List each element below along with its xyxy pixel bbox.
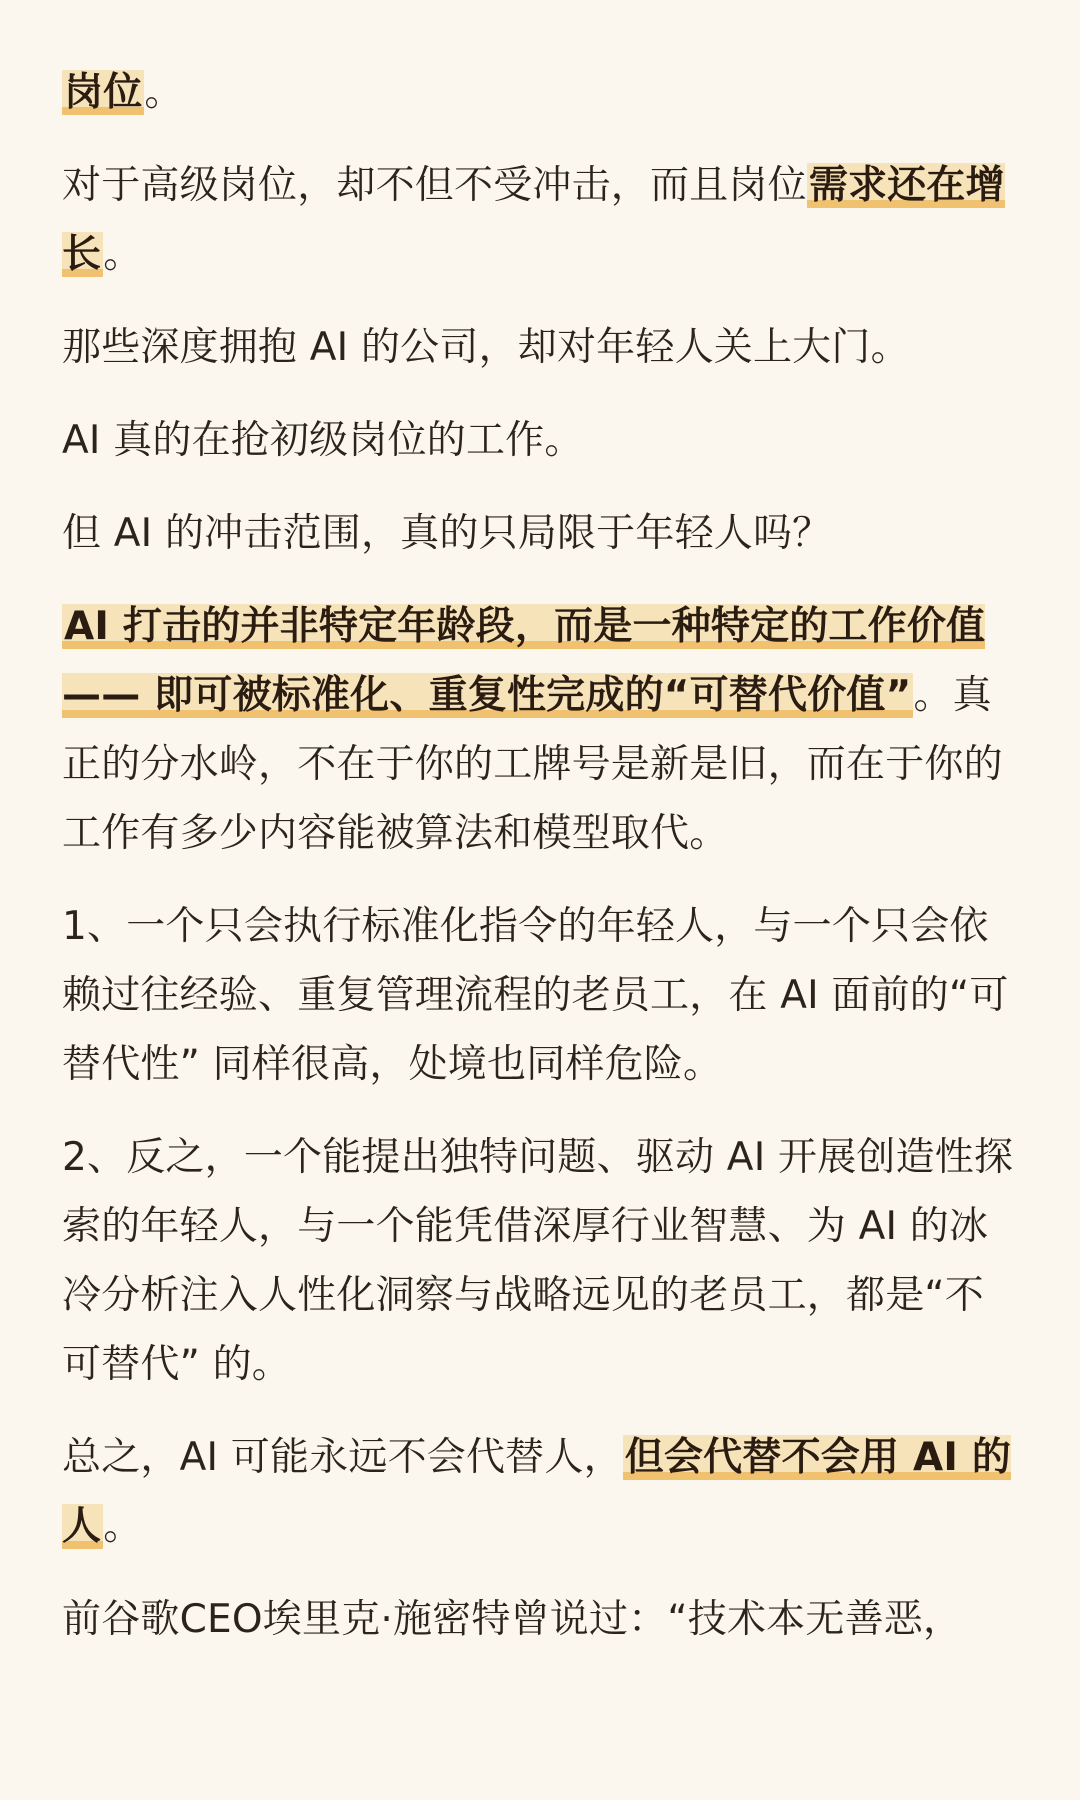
paragraph-2 [62,151,1018,289]
paragraph-6 [62,592,1018,868]
paragraph-7 [62,892,1018,1099]
paragraph-10 [62,1585,1018,1654]
highlighted-text: AI 打击的并非特定年龄段，而是一种特定的工作价值—— 即可被标准化、重复性完成的“可替代价值” [62,604,986,718]
paragraph-text: 对于高级岗位，却不但不受冲击，而且岗位 [62,163,807,208]
highlighted-text: 岗位 [64,70,143,115]
paragraph-8 [62,1123,1018,1399]
paragraph-text: 。真正的分水岭，不在于你的工牌号是新是旧，而在于你的工作有多少内容能被算法和模型取代。 [62,673,1003,856]
paragraph-text: 但 AI 的冲击范围，真的只局限于年轻人吗？ [62,511,832,556]
highlighted-text: 需求还在增长 [62,163,1005,277]
paragraph-5 [62,499,1018,568]
paragraph-text: 2、反之，一个能提出独特问题、驱动 AI 开展创造性探索的年轻人，与一个能凭借深厚行业智慧、为 AI 的冰冷分析注入人性化洞察与战略远见的老员工，都是“不可替代” 的。 [62,1135,1014,1387]
paragraph-text: AI 真的在抢初级岗位的工作。 [62,418,584,463]
paragraph-text: 1、一个只会执行标准化指令的年轻人，与一个只会依赖过往经验、重复管理流程的老员工，在 AI 面前的“可替代性” 同样很高，处境也同样危险。 [62,904,1009,1087]
paragraph-4 [62,406,1018,475]
paragraph-text: 前谷歌CEO埃里克·施密特曾说过：“技术本无善恶， [62,1597,963,1642]
paragraph-9 [62,1423,1018,1561]
paragraph-text: 。 [103,1504,143,1549]
paragraph-text: 。 [103,232,143,277]
paragraph-1 [62,58,1018,127]
paragraph-text: 。 [144,70,184,115]
paragraph-3 [62,313,1018,382]
paragraph-text: 那些深度拥抱 AI 的公司，却对年轻人关上大门。 [62,325,910,370]
highlighted-text: 但会代替不会用 AI 的人 [62,1435,1012,1549]
paragraph-text: 总之，AI 可能永远不会代替人， [62,1435,623,1480]
